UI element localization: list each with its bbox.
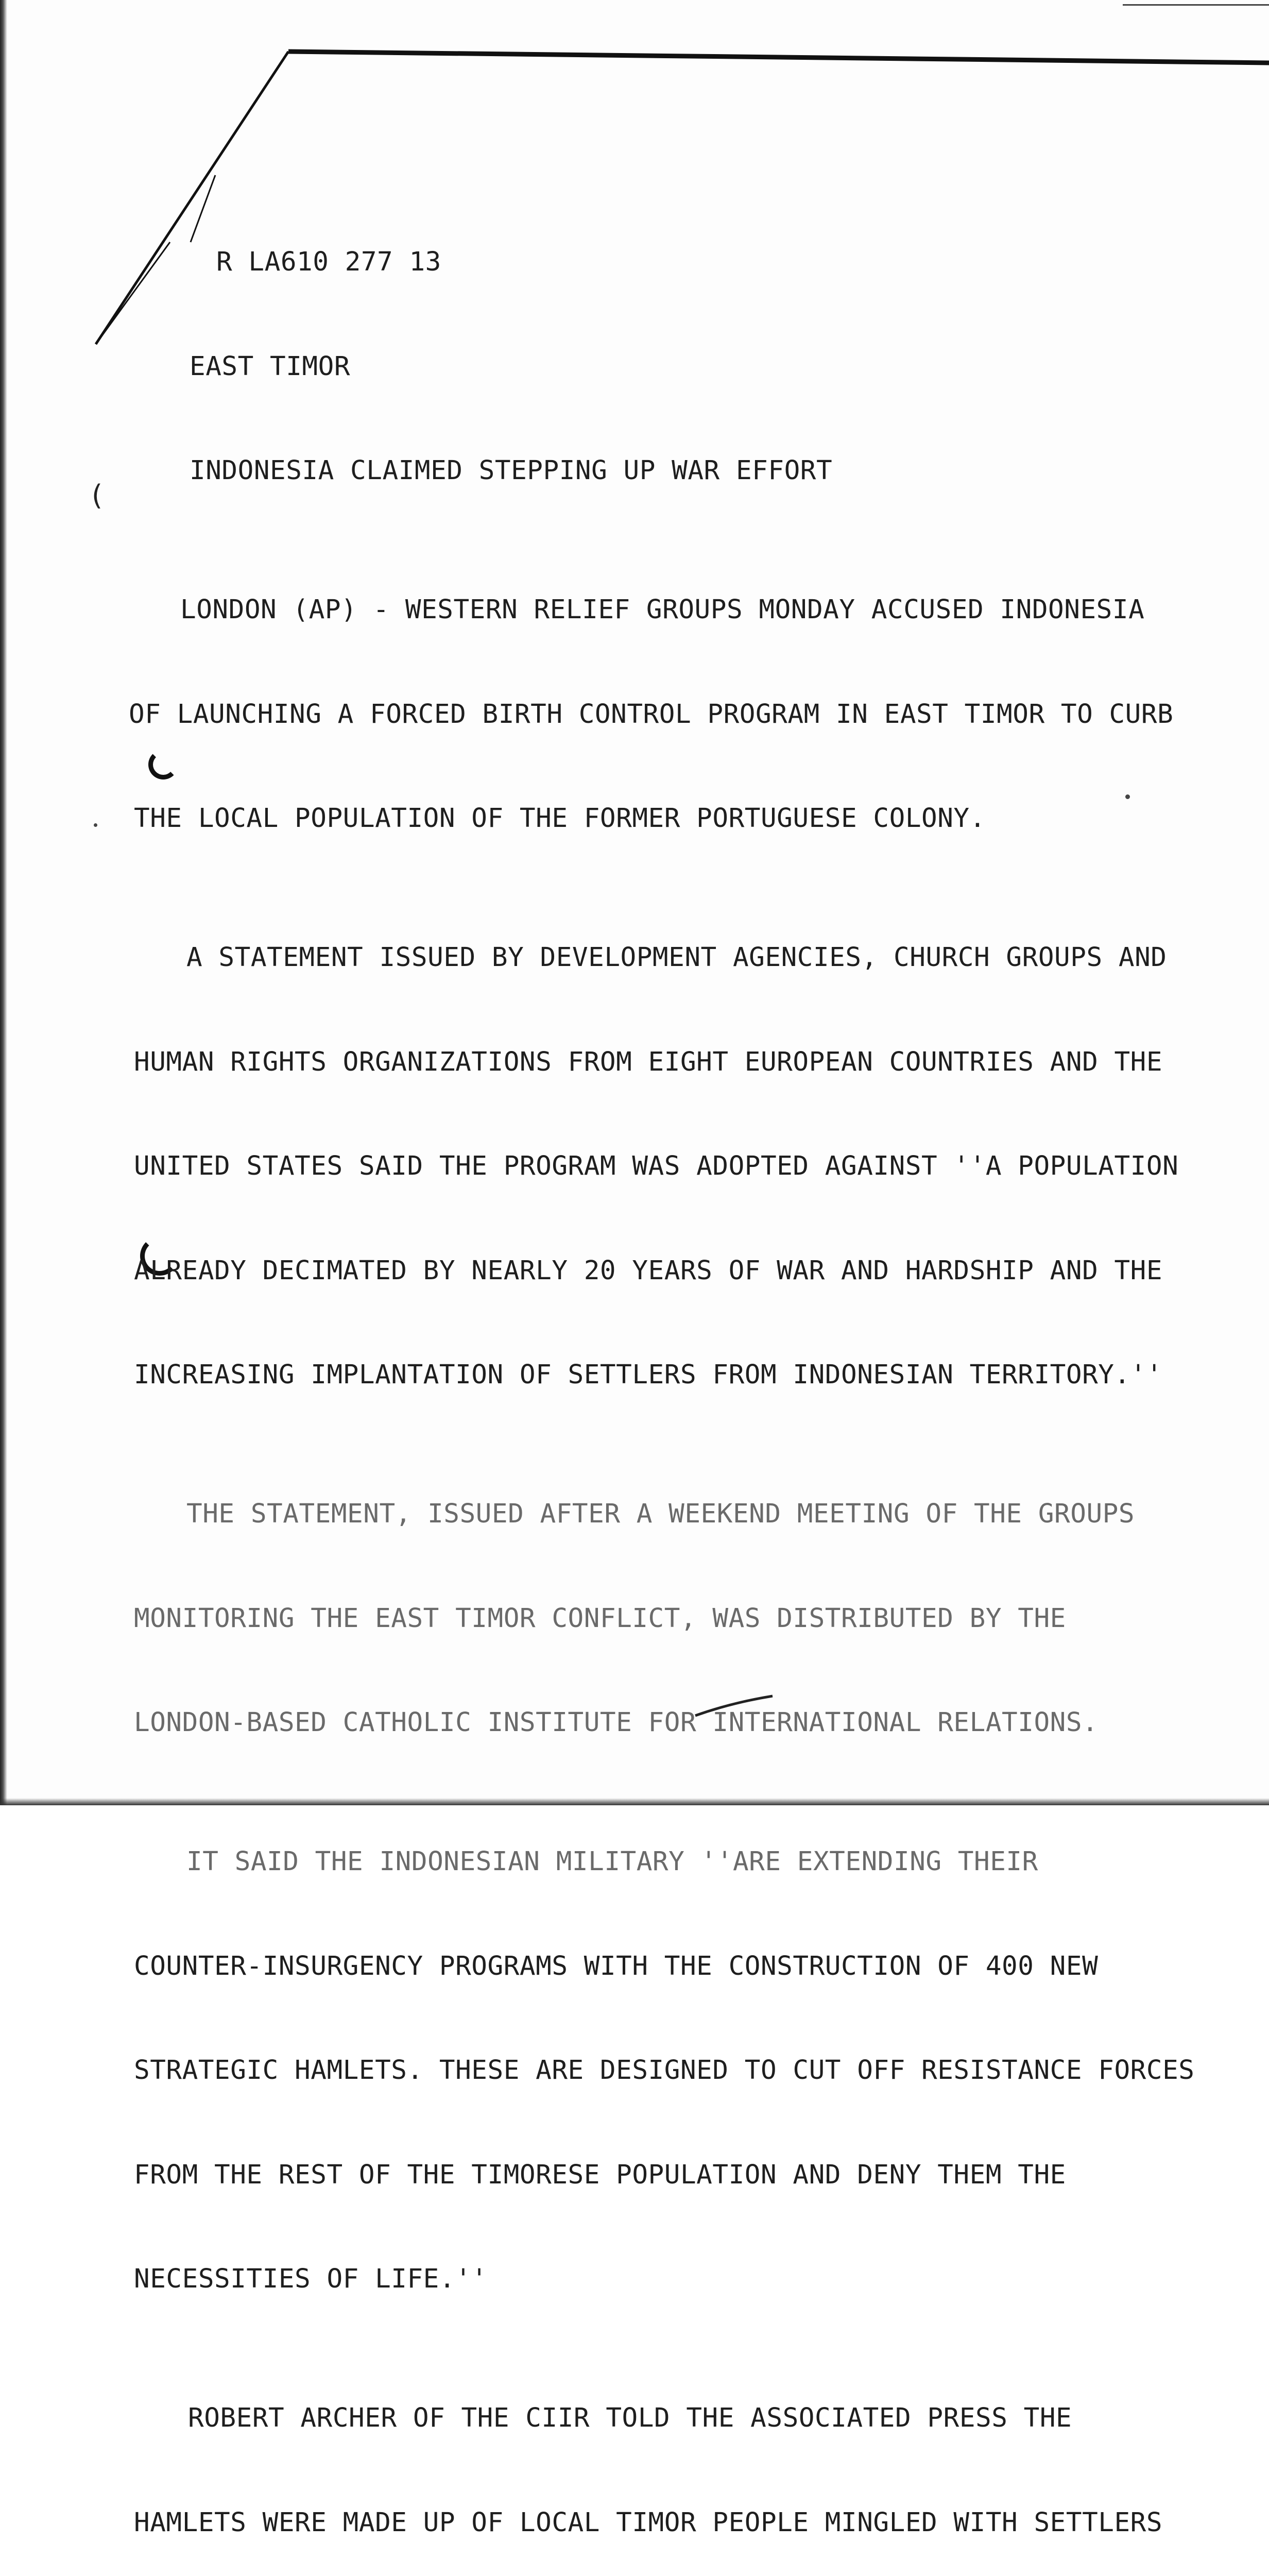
telex-text xyxy=(129,175,1251,2576)
body-line: ROBERT ARCHER OF THE CIIR TOLD THE ASSOCIATED PRESS THE xyxy=(188,2403,1072,2433)
body-line: LONDON (AP) - WESTERN RELIEF GROUPS MONDAY ACCUSED INDONESIA xyxy=(180,595,1145,625)
body-line: A STATEMENT ISSUED BY DEVELOPMENT AGENCIES, CHURCH GROUPS AND xyxy=(186,942,1167,973)
body-line: THE LOCAL POPULATION OF THE FORMER PORTUGUESE COLONY. xyxy=(134,803,986,834)
body-line: ALREADY DECIMATED BY NEARLY 20 YEARS OF WAR AND HARDSHIP AND THE xyxy=(134,1255,1163,1286)
body-line: FROM THE REST OF THE TIMORESE POPULATION AND DENY THEM THE xyxy=(134,2159,1066,2190)
body-line: COUNTER-INSURGENCY PROGRAMS WITH THE CONSTRUCTION OF 400 NEW xyxy=(134,1951,1099,1981)
body-line: UNITED STATES SAID THE PROGRAM WAS ADOPTED AGAINST ''A POPULATION xyxy=(134,1151,1179,1181)
body-line: STRATEGIC HAMLETS. THESE ARE DESIGNED TO CUT OFF RESISTANCE FORCES xyxy=(134,2055,1195,2086)
body-line: HUMAN RIGHTS ORGANIZATIONS FROM EIGHT EUROPEAN COUNTRIES AND THE xyxy=(134,1046,1163,1077)
stray-mark: ( xyxy=(92,479,103,512)
body-line: LONDON-BASED CATHOLIC INSTITUTE FOR INTERNATIONAL RELATIONS. xyxy=(134,1707,1099,1738)
slug-line: R LA610 277 13 xyxy=(216,247,441,277)
body-line: IT SAID THE INDONESIAN MILITARY ''ARE EXTENDING THEIR xyxy=(186,1846,1038,1877)
headline: INDONESIA CLAIMED STEPPING UP WAR EFFORT xyxy=(190,455,833,486)
body-line: MONITORING THE EAST TIMOR CONFLICT, WAS DISTRIBUTED BY THE xyxy=(134,1603,1066,1634)
body-line: HAMLETS WERE MADE UP OF LOCAL TIMOR PEOPLE MINGLED WITH SETTLERS xyxy=(134,2507,1163,2538)
body-line: THE STATEMENT, ISSUED AFTER A WEEKEND MEETING OF THE GROUPS xyxy=(186,1499,1135,1529)
body-line: INCREASING IMPLANTATION OF SETTLERS FROM INDONESIAN TERRITORY.'' xyxy=(134,1360,1163,1390)
speck xyxy=(94,823,97,827)
body-line: NECESSITIES OF LIFE.'' xyxy=(134,2264,488,2294)
topic-line: EAST TIMOR xyxy=(190,351,351,382)
body-line: OF LAUNCHING A FORCED BIRTH CONTROL PROGRAM IN EAST TIMOR TO CURB xyxy=(129,699,1174,730)
